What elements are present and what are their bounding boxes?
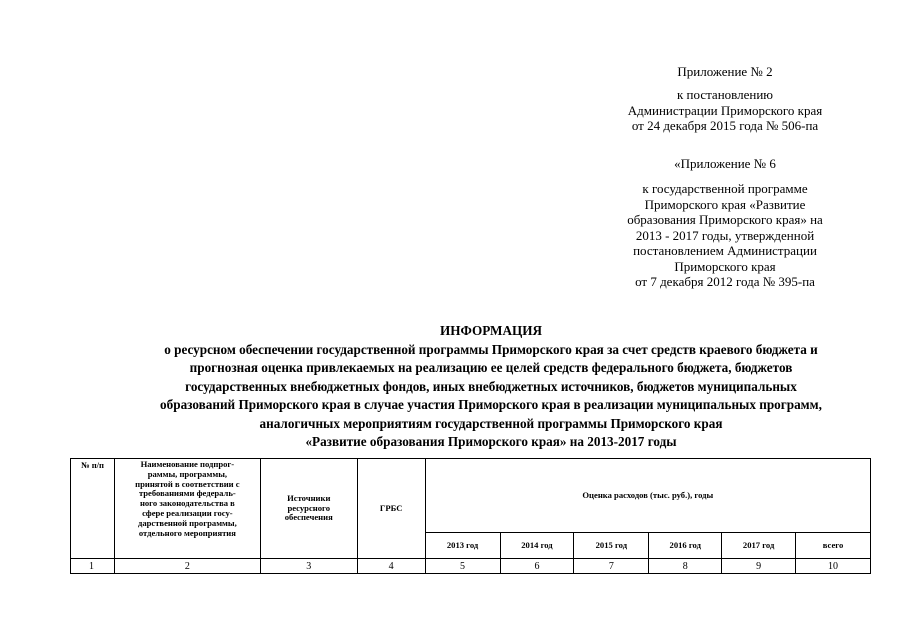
header-year: 2014 год xyxy=(500,533,574,559)
header-total: всего xyxy=(796,533,871,559)
header-sources-line: Источники xyxy=(287,492,331,503)
document-title-line: прогнозная оценка привлекаемых на реализацию ее целей средств федерального бюджета, бюджетов xyxy=(189,360,793,375)
appendix-6-reference xyxy=(560,181,890,290)
appendix-6-heading: «Приложение № 6 xyxy=(674,156,776,171)
column-number-cell: 6 xyxy=(500,559,574,574)
column-number-cell: 7 xyxy=(574,559,649,574)
header-name-line: ного законодательства в xyxy=(139,498,235,509)
document-title xyxy=(70,322,905,452)
header-name-line: требованиями федераль- xyxy=(138,488,236,499)
header-estimate: Оценка расходов (тыс. руб.), годы xyxy=(425,459,870,533)
appendix-6-line: Приморского края xyxy=(674,258,776,274)
header-year: 2015 год xyxy=(574,533,649,559)
column-number-cell: 3 xyxy=(260,559,357,574)
column-number-cell: 8 xyxy=(649,559,722,574)
resource-table xyxy=(70,458,871,574)
header-sources-line: ресурсного xyxy=(287,502,331,513)
header-name-line: Наименование подпрог- xyxy=(140,459,235,469)
header-year: 2016 год xyxy=(649,533,722,559)
header-name-line: сфере реализации госу- xyxy=(142,507,233,518)
appendix-2-line: от 24 декабря 2015 года № 506-па xyxy=(631,118,819,133)
column-number-cell: 4 xyxy=(357,559,425,574)
header-name-line: раммы, программы, xyxy=(147,468,228,479)
header-name-line: отдельного мероприятия xyxy=(138,527,236,538)
appendix-2-heading: Приложение № 2 xyxy=(677,64,773,79)
document-title-line: «Развитие образования Приморского края» на 2013-2017 годы xyxy=(305,434,677,449)
appendix-2-title xyxy=(560,64,890,80)
column-number-cell: 5 xyxy=(425,559,500,574)
document-title-line: о ресурсном обеспечении государственной программы Приморского края за счет средств краевого бюджета и xyxy=(164,341,818,357)
column-number-cell: 2 xyxy=(114,559,260,574)
document-title-line: образований Приморского края в случае участия Приморского края в реализации муниципальных программ, xyxy=(160,397,822,412)
appendix-6-line: постановлением Администрации xyxy=(633,243,817,258)
appendix-2-line: Администрации Приморского края xyxy=(627,102,823,118)
header-number: № п/п xyxy=(71,459,115,559)
header-grbs: ГРБС xyxy=(357,459,425,559)
appendix-6-line: 2013 - 2017 годы, утвержденной xyxy=(635,227,815,243)
header-sources xyxy=(260,459,357,559)
document-title-line: государственных внебюджетных фондов, иных внебюджетных источников, бюджетов муниципальных xyxy=(185,378,797,394)
column-number-cell: 1 xyxy=(71,559,115,574)
header-year: 2017 год xyxy=(722,533,796,559)
appendix-2-line: к постановлению xyxy=(676,87,774,102)
column-number-cell: 9 xyxy=(722,559,796,574)
appendix-6-line: Приморского края «Развитие xyxy=(644,196,806,212)
column-number-cell: 10 xyxy=(796,559,871,574)
header-name-line: дарственной программы, xyxy=(137,517,237,528)
header-name-line: принятой в соответствии с xyxy=(135,478,240,489)
appendix-2-reference xyxy=(560,87,890,134)
appendix-6-line: образования Приморского края» на xyxy=(627,212,823,227)
document-heading: ИНФОРМАЦИЯ xyxy=(439,323,543,338)
appendix-6-title xyxy=(560,156,890,172)
appendix-6-line: от 7 декабря 2012 года № 395-па xyxy=(635,274,815,289)
header-year: 2013 год xyxy=(425,533,500,559)
appendix-6-line: к государственной программе xyxy=(642,181,808,196)
document-title-line: аналогичных мероприятиям государственной программы Приморского края xyxy=(259,415,723,431)
header-name xyxy=(114,459,260,559)
header-sources-line: обеспечения xyxy=(284,512,333,523)
